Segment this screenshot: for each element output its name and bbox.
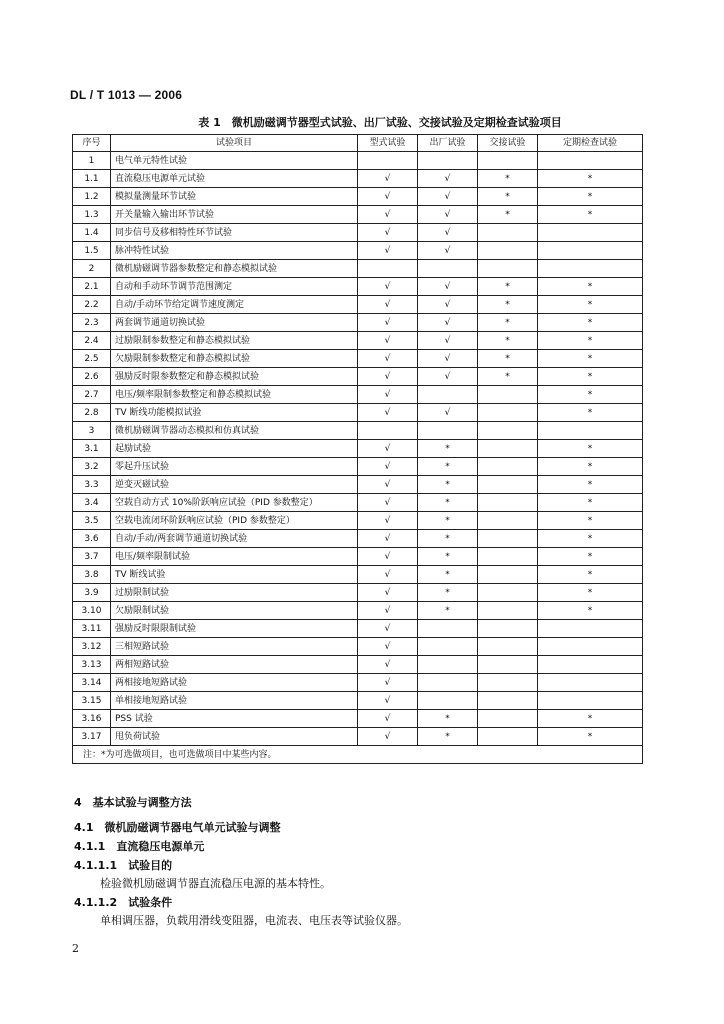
factory-test-mark: √ — [418, 296, 478, 314]
periodic-test-mark: * — [538, 314, 643, 332]
item-number: 3.6 — [73, 530, 111, 548]
item-number: 3.17 — [73, 728, 111, 746]
periodic-test-mark: * — [538, 584, 643, 602]
item-name: 强励反时限参数整定和静态模拟试验 — [111, 368, 358, 386]
item-number: 1 — [73, 152, 111, 170]
factory-test-mark: * — [418, 512, 478, 530]
table-row — [73, 278, 643, 296]
item-number: 2.7 — [73, 386, 111, 404]
column-header: 型式试验 — [358, 135, 418, 152]
periodic-test-mark — [538, 152, 643, 170]
periodic-test-mark: * — [538, 566, 643, 584]
handover-test-mark — [478, 224, 538, 242]
factory-test-mark: √ — [418, 242, 478, 260]
item-number: 2.1 — [73, 278, 111, 296]
type-test-mark: √ — [358, 692, 418, 710]
table-row — [73, 314, 643, 332]
item-name: 两套调节通道切换试验 — [111, 314, 358, 332]
handover-test-mark: * — [478, 188, 538, 206]
test-items-table — [72, 134, 643, 764]
table-row — [73, 458, 643, 476]
item-name: 同步信号及移相特性环节试验 — [111, 224, 358, 242]
item-number: 1.3 — [73, 206, 111, 224]
item-name: 自动/手动环节给定调节速度测定 — [111, 296, 358, 314]
factory-test-mark: * — [418, 476, 478, 494]
item-name: 强励反时限限制试验 — [111, 620, 358, 638]
periodic-test-mark: * — [538, 458, 643, 476]
item-number: 3.8 — [73, 566, 111, 584]
handover-test-mark: * — [478, 332, 538, 350]
item-name: 两相接地短路试验 — [111, 674, 358, 692]
factory-test-mark: * — [418, 494, 478, 512]
periodic-test-mark — [538, 620, 643, 638]
handover-test-mark — [478, 656, 538, 674]
handover-test-mark — [478, 386, 538, 404]
factory-test-mark: √ — [418, 404, 478, 422]
type-test-mark: √ — [358, 332, 418, 350]
item-name: 模拟量测量环节试验 — [111, 188, 358, 206]
item-name: 空载自动方式 10%阶跃响应试验（PID 参数整定） — [111, 494, 358, 512]
periodic-test-mark: * — [538, 512, 643, 530]
item-number: 2.5 — [73, 350, 111, 368]
periodic-test-mark: * — [538, 368, 643, 386]
item-number: 3.12 — [73, 638, 111, 656]
periodic-test-mark: * — [538, 476, 643, 494]
handover-test-mark — [478, 584, 538, 602]
handover-test-mark — [478, 440, 538, 458]
type-test-mark: √ — [358, 170, 418, 188]
table-row — [73, 170, 643, 188]
factory-test-mark: * — [418, 566, 478, 584]
handover-test-mark — [478, 620, 538, 638]
item-number: 3.11 — [73, 620, 111, 638]
handover-test-mark: * — [478, 278, 538, 296]
handover-test-mark — [478, 260, 538, 278]
handover-test-mark — [478, 476, 538, 494]
item-number: 3.14 — [73, 674, 111, 692]
item-number: 3.15 — [73, 692, 111, 710]
type-test-mark: √ — [358, 638, 418, 656]
factory-test-mark — [418, 692, 478, 710]
factory-test-mark: * — [418, 530, 478, 548]
table-row — [73, 350, 643, 368]
table-note-row — [73, 746, 643, 764]
type-test-mark — [358, 422, 418, 440]
type-test-mark: √ — [358, 656, 418, 674]
table-row — [73, 710, 643, 728]
handover-test-mark — [478, 422, 538, 440]
column-header: 交接试验 — [478, 135, 538, 152]
periodic-test-mark: * — [538, 206, 643, 224]
factory-test-mark — [418, 674, 478, 692]
table-row — [73, 656, 643, 674]
factory-test-mark: * — [418, 440, 478, 458]
section-heading-4-1-1-2: 4.1.1.2 试验条件 — [74, 896, 173, 909]
factory-test-mark: * — [418, 548, 478, 566]
type-test-mark: √ — [358, 296, 418, 314]
handover-test-mark — [478, 530, 538, 548]
periodic-test-mark — [538, 422, 643, 440]
table-row — [73, 602, 643, 620]
item-name: 电压/频率限制参数整定和静态模拟试验 — [111, 386, 358, 404]
handover-test-mark — [478, 692, 538, 710]
item-number: 2 — [73, 260, 111, 278]
table-row — [73, 152, 643, 170]
item-number: 3.2 — [73, 458, 111, 476]
type-test-mark: √ — [358, 566, 418, 584]
item-number: 2.4 — [73, 332, 111, 350]
factory-test-mark — [418, 656, 478, 674]
type-test-mark: √ — [358, 386, 418, 404]
periodic-test-mark: * — [538, 350, 643, 368]
item-name: 空载电流闭环阶跃响应试验（PID 参数整定） — [111, 512, 358, 530]
item-name: 欠励限制参数整定和静态模拟试验 — [111, 350, 358, 368]
handover-test-mark — [478, 674, 538, 692]
type-test-mark: √ — [358, 710, 418, 728]
table-row — [73, 530, 643, 548]
item-name: TV 断线功能模拟试验 — [111, 404, 358, 422]
factory-test-mark: * — [418, 728, 478, 746]
type-test-mark — [358, 260, 418, 278]
handover-test-mark: * — [478, 296, 538, 314]
periodic-test-mark: * — [538, 278, 643, 296]
item-number: 2.8 — [73, 404, 111, 422]
table-row — [73, 494, 643, 512]
periodic-test-mark — [538, 224, 643, 242]
table-row — [73, 332, 643, 350]
type-test-mark: √ — [358, 440, 418, 458]
factory-test-mark: √ — [418, 278, 478, 296]
item-number: 3.3 — [73, 476, 111, 494]
type-test-mark: √ — [358, 224, 418, 242]
type-test-mark: √ — [358, 674, 418, 692]
periodic-test-mark: * — [538, 602, 643, 620]
type-test-mark: √ — [358, 530, 418, 548]
item-name: 电压/频率限制试验 — [111, 548, 358, 566]
paragraph-purpose: 检验微机励磁调节器直流稳压电源的基本特性。 — [100, 877, 331, 890]
handover-test-mark — [478, 458, 538, 476]
table-row — [73, 476, 643, 494]
section-heading-4-1-1: 4.1.1 直流稳压电源单元 — [74, 840, 205, 853]
factory-test-mark — [418, 386, 478, 404]
type-test-mark: √ — [358, 350, 418, 368]
item-name: 三相短路试验 — [111, 638, 358, 656]
handover-test-mark — [478, 404, 538, 422]
table-row — [73, 620, 643, 638]
handover-test-mark — [478, 710, 538, 728]
table-note: 注：*为可选做项目，也可选做项目中某些内容。 — [73, 746, 643, 764]
item-name: 电气单元特性试验 — [111, 152, 358, 170]
table-row — [73, 692, 643, 710]
handover-test-mark — [478, 152, 538, 170]
handover-test-mark — [478, 638, 538, 656]
table-row — [73, 548, 643, 566]
item-name: 单相接地短路试验 — [111, 692, 358, 710]
table-row — [73, 566, 643, 584]
table-header-row — [73, 135, 643, 152]
periodic-test-mark: * — [538, 494, 643, 512]
column-header: 定期检查试验 — [538, 135, 643, 152]
periodic-test-mark — [538, 242, 643, 260]
item-number: 3.7 — [73, 548, 111, 566]
item-name: 两相短路试验 — [111, 656, 358, 674]
table-row — [73, 386, 643, 404]
periodic-test-mark: * — [538, 332, 643, 350]
type-test-mark: √ — [358, 620, 418, 638]
periodic-test-mark: * — [538, 404, 643, 422]
item-number: 1.4 — [73, 224, 111, 242]
factory-test-mark: √ — [418, 224, 478, 242]
column-header: 试验项目 — [111, 135, 358, 152]
item-name: 脉冲特性试验 — [111, 242, 358, 260]
item-name: TV 断线试验 — [111, 566, 358, 584]
paragraph-conditions: 单相调压器，负载用滑线变阻器，电流表、电压表等试验仪器。 — [100, 914, 408, 927]
section-heading-4-1-1-1: 4.1.1.1 试验目的 — [74, 859, 173, 872]
table-caption: 表 1 微机励磁调节器型式试验、出厂试验、交接试验及定期检查试验项目 — [198, 116, 562, 129]
item-number: 3.16 — [73, 710, 111, 728]
factory-test-mark: √ — [418, 368, 478, 386]
handover-test-mark — [478, 512, 538, 530]
table-row — [73, 260, 643, 278]
table-row — [73, 206, 643, 224]
factory-test-mark: √ — [418, 170, 478, 188]
handover-test-mark: * — [478, 368, 538, 386]
column-header: 序号 — [73, 135, 111, 152]
item-name: 欠励限制试验 — [111, 602, 358, 620]
section-heading-4: 4 基本试验与调整方法 — [74, 796, 192, 809]
table-row — [73, 404, 643, 422]
item-number: 3.13 — [73, 656, 111, 674]
handover-test-mark: * — [478, 206, 538, 224]
table-row — [73, 422, 643, 440]
item-number: 1.2 — [73, 188, 111, 206]
item-name: 逆变灭磁试验 — [111, 476, 358, 494]
item-number: 3.10 — [73, 602, 111, 620]
factory-test-mark: * — [418, 458, 478, 476]
periodic-test-mark: * — [538, 188, 643, 206]
type-test-mark: √ — [358, 368, 418, 386]
item-name: 微机励磁调节器参数整定和静态模拟试验 — [111, 260, 358, 278]
item-name: 零起升压试验 — [111, 458, 358, 476]
item-name: 过励限制试验 — [111, 584, 358, 602]
item-number: 2.6 — [73, 368, 111, 386]
type-test-mark: √ — [358, 512, 418, 530]
type-test-mark: √ — [358, 188, 418, 206]
periodic-test-mark: * — [538, 386, 643, 404]
item-name: 微机励磁调节器动态模拟和仿真试验 — [111, 422, 358, 440]
factory-test-mark — [418, 152, 478, 170]
item-name: PSS 试验 — [111, 710, 358, 728]
type-test-mark: √ — [358, 404, 418, 422]
factory-test-mark: √ — [418, 332, 478, 350]
factory-test-mark: * — [418, 602, 478, 620]
factory-test-mark — [418, 260, 478, 278]
factory-test-mark: √ — [418, 350, 478, 368]
table-row — [73, 368, 643, 386]
type-test-mark: √ — [358, 494, 418, 512]
table-row — [73, 728, 643, 746]
item-name: 起励试验 — [111, 440, 358, 458]
table-row — [73, 638, 643, 656]
table-row — [73, 584, 643, 602]
handover-test-mark: * — [478, 170, 538, 188]
item-number: 2.2 — [73, 296, 111, 314]
table-row — [73, 512, 643, 530]
table-row — [73, 242, 643, 260]
item-name: 甩负荷试验 — [111, 728, 358, 746]
handover-test-mark — [478, 566, 538, 584]
item-number: 3.9 — [73, 584, 111, 602]
section-heading-4-1: 4.1 微机励磁调节器电气单元试验与调整 — [74, 821, 281, 834]
item-number: 1.5 — [73, 242, 111, 260]
periodic-test-mark: * — [538, 440, 643, 458]
handover-test-mark: * — [478, 314, 538, 332]
type-test-mark: √ — [358, 242, 418, 260]
type-test-mark: √ — [358, 548, 418, 566]
periodic-test-mark — [538, 674, 643, 692]
table-row — [73, 224, 643, 242]
periodic-test-mark: * — [538, 728, 643, 746]
factory-test-mark — [418, 620, 478, 638]
factory-test-mark — [418, 422, 478, 440]
page-number: 2 — [72, 942, 79, 955]
item-number: 1.1 — [73, 170, 111, 188]
factory-test-mark: √ — [418, 188, 478, 206]
periodic-test-mark: * — [538, 530, 643, 548]
table-row — [73, 674, 643, 692]
item-number: 3.5 — [73, 512, 111, 530]
periodic-test-mark — [538, 692, 643, 710]
handover-test-mark — [478, 494, 538, 512]
item-number: 3 — [73, 422, 111, 440]
type-test-mark: √ — [358, 314, 418, 332]
type-test-mark — [358, 152, 418, 170]
type-test-mark: √ — [358, 206, 418, 224]
item-name: 过励限制参数整定和静态模拟试验 — [111, 332, 358, 350]
periodic-test-mark — [538, 638, 643, 656]
factory-test-mark: √ — [418, 314, 478, 332]
document-code: DL / T 1013 — 2006 — [70, 88, 183, 102]
type-test-mark: √ — [358, 602, 418, 620]
type-test-mark: √ — [358, 278, 418, 296]
type-test-mark: √ — [358, 458, 418, 476]
table-row — [73, 188, 643, 206]
handover-test-mark — [478, 602, 538, 620]
handover-test-mark — [478, 728, 538, 746]
type-test-mark: √ — [358, 584, 418, 602]
periodic-test-mark — [538, 656, 643, 674]
handover-test-mark — [478, 548, 538, 566]
item-name: 直流稳压电源单元试验 — [111, 170, 358, 188]
table-row — [73, 440, 643, 458]
handover-test-mark — [478, 242, 538, 260]
table-row — [73, 296, 643, 314]
type-test-mark: √ — [358, 476, 418, 494]
item-name: 开关量输入输出环节试验 — [111, 206, 358, 224]
handover-test-mark: * — [478, 350, 538, 368]
periodic-test-mark: * — [538, 296, 643, 314]
item-name: 自动/手动/两套调节通道切换试验 — [111, 530, 358, 548]
periodic-test-mark: * — [538, 548, 643, 566]
item-name: 自动和手动环节调节范围测定 — [111, 278, 358, 296]
type-test-mark: √ — [358, 728, 418, 746]
factory-test-mark: * — [418, 584, 478, 602]
periodic-test-mark: * — [538, 170, 643, 188]
item-number: 3.1 — [73, 440, 111, 458]
factory-test-mark — [418, 638, 478, 656]
periodic-test-mark — [538, 260, 643, 278]
item-number: 3.4 — [73, 494, 111, 512]
column-header: 出厂试验 — [418, 135, 478, 152]
factory-test-mark: √ — [418, 206, 478, 224]
periodic-test-mark: * — [538, 710, 643, 728]
item-number: 2.3 — [73, 314, 111, 332]
factory-test-mark: * — [418, 710, 478, 728]
